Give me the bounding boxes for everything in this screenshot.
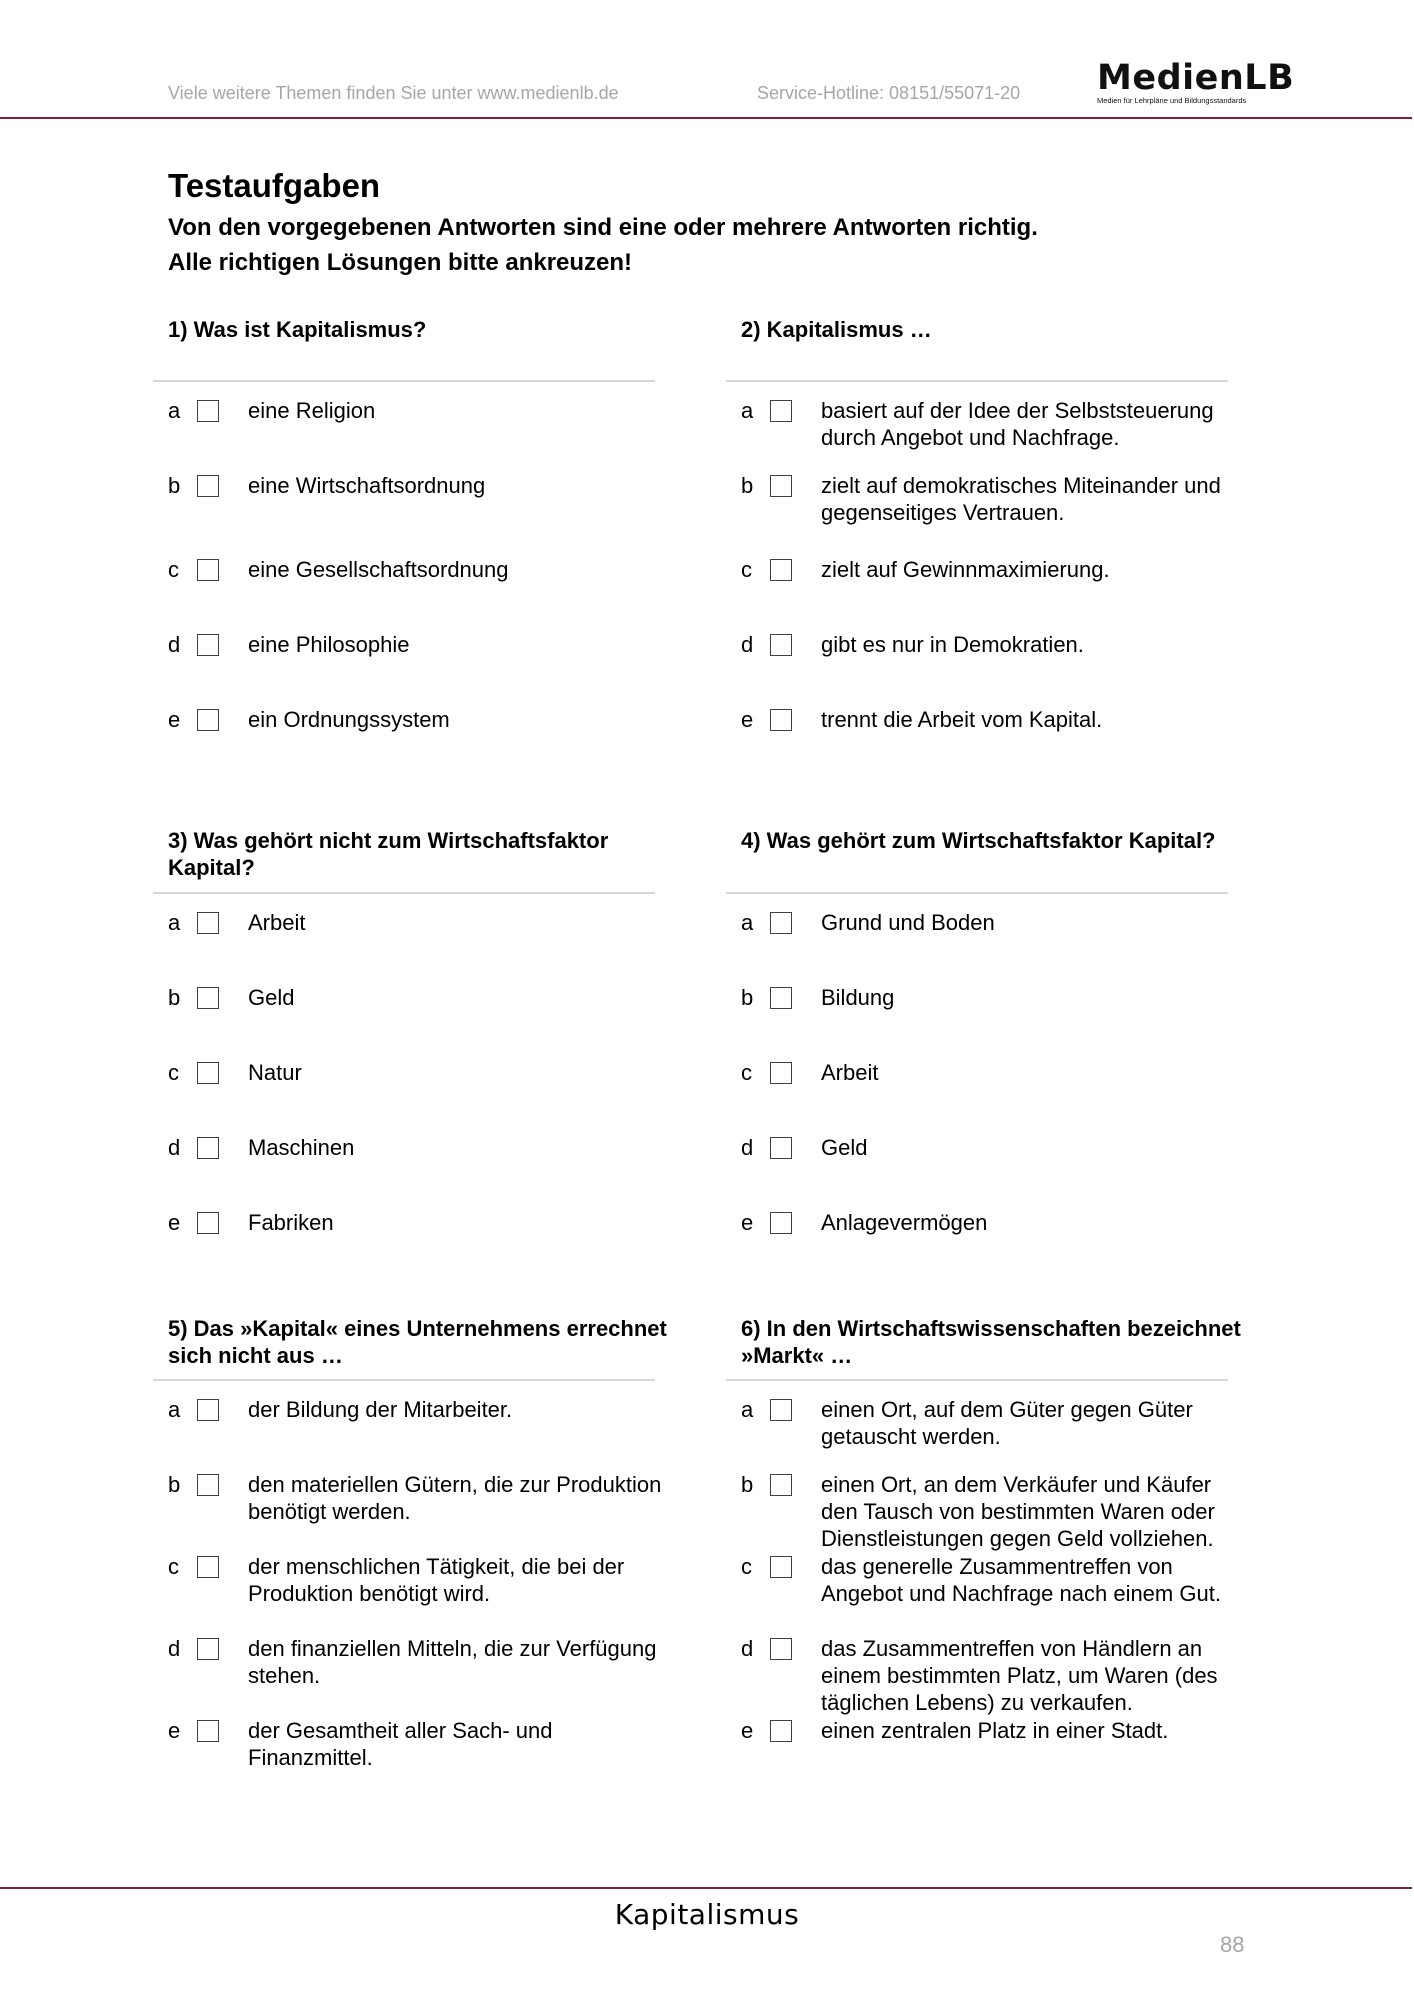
question-divider (726, 380, 1228, 382)
answer-text: einen Ort, auf dem Güter gegen Güter getauscht werden. (821, 1397, 1193, 1449)
answer-letter: e (168, 707, 181, 732)
footer-title: Kapitalismus (614, 1898, 800, 1931)
answer-letter: d (741, 1135, 754, 1160)
answer-text: Bildung (821, 985, 895, 1010)
answer-checkbox[interactable] (770, 1556, 792, 1578)
header-hotline-text: Service-Hotline: 08151/55071-20 (757, 83, 1021, 103)
answer-text: ein Ordnungssystem (248, 707, 450, 732)
question-title: 5) Das »Kapital« eines Unternehmens errechnet sich nicht aus … (168, 1316, 667, 1368)
answer-checkbox[interactable] (197, 1212, 219, 1234)
answer-text: einen zentralen Platz in einer Stadt. (821, 1718, 1169, 1743)
answer-checkbox[interactable] (197, 400, 219, 422)
answer-text: der Bildung der Mitarbeiter. (248, 1397, 513, 1422)
answer-letter: e (741, 707, 754, 732)
answer-text: zielt auf Gewinnmaximierung. (821, 557, 1110, 582)
answer-text: Fabriken (248, 1210, 334, 1235)
question-divider (153, 1379, 655, 1381)
answer-letter: b (741, 985, 754, 1010)
instruction-line-1: Von den vorgegebenen Antworten sind eine oder mehrere Antworten richtig. (168, 214, 1038, 241)
question-title: 1) Was ist Kapitalismus? (168, 317, 427, 342)
answer-checkbox[interactable] (197, 475, 219, 497)
answer-letter: d (741, 632, 754, 657)
answer-checkbox[interactable] (770, 912, 792, 934)
answer-text: zielt auf demokratisches Miteinander und gegenseitiges Vertrauen. (821, 473, 1221, 525)
answer-letter: c (741, 1060, 752, 1085)
answer-checkbox[interactable] (770, 634, 792, 656)
answer-letter: a (741, 910, 754, 935)
answer-letter: c (741, 557, 752, 582)
answer-letter: a (168, 910, 181, 935)
answer-letter: c (168, 1060, 179, 1085)
page-title: Testaufgaben (168, 167, 381, 204)
answer-text: den finanziellen Mitteln, die zur Verfügung stehen. (248, 1636, 657, 1688)
question-title: 4) Was gehört zum Wirtschaftsfaktor Kapital? (741, 828, 1216, 853)
answer-checkbox[interactable] (197, 559, 219, 581)
question-title: 3) Was gehört nicht zum Wirtschaftsfaktor Kapital? (168, 828, 609, 880)
answer-checkbox[interactable] (770, 1474, 792, 1496)
answer-checkbox[interactable] (197, 1638, 219, 1660)
answer-checkbox[interactable] (197, 987, 219, 1009)
answer-checkbox[interactable] (770, 559, 792, 581)
answer-text: den materiellen Gütern, die zur Produktion benötigt werden. (248, 1472, 662, 1524)
answer-checkbox[interactable] (197, 1399, 219, 1421)
answer-text: Geld (821, 1135, 868, 1160)
answer-checkbox[interactable] (770, 1720, 792, 1742)
answer-checkbox[interactable] (197, 709, 219, 731)
answer-text: Maschinen (248, 1135, 355, 1160)
answer-letter: a (168, 1397, 181, 1422)
answer-checkbox[interactable] (197, 634, 219, 656)
answer-text: gibt es nur in Demokratien. (821, 632, 1084, 657)
header-website-text: Viele weitere Themen finden Sie unter www.medienlb.de (168, 83, 619, 103)
answer-letter: b (741, 473, 754, 498)
answer-letter: e (168, 1718, 181, 1743)
answer-letter: e (741, 1718, 754, 1743)
instruction-line-2: Alle richtigen Lösungen bitte ankreuzen! (168, 249, 633, 276)
answer-letter: a (741, 1397, 754, 1422)
question-title: 6) In den Wirtschaftswissenschaften bezeichnet »Markt« … (741, 1316, 1241, 1368)
answer-letter: e (741, 1210, 754, 1235)
answer-checkbox[interactable] (770, 1137, 792, 1159)
question-title: 2) Kapitalismus … (741, 317, 932, 342)
answer-letter: d (168, 1636, 181, 1661)
answer-text: Natur (248, 1060, 302, 1085)
answer-text: trennt die Arbeit vom Kapital. (821, 707, 1103, 732)
answer-text: eine Philosophie (248, 632, 410, 657)
answer-checkbox[interactable] (197, 1062, 219, 1084)
logo-name: MedienLB (1097, 58, 1295, 98)
answer-letter: d (168, 632, 181, 657)
answer-letter: d (741, 1636, 754, 1661)
answer-text: eine Gesellschaftsordnung (248, 557, 509, 582)
footer-divider (0, 1887, 1412, 1889)
answer-checkbox[interactable] (770, 1212, 792, 1234)
logo-tagline: Medien für Lehrpläne und Bildungsstandards (1097, 96, 1247, 105)
answer-letter: d (168, 1135, 181, 1160)
answer-text: eine Religion (248, 398, 376, 423)
answer-letter: b (741, 1472, 754, 1497)
answer-text: basiert auf der Idee der Selbststeuerung durch Angebot und Nachfrage. (821, 398, 1214, 450)
question-divider (153, 380, 655, 382)
answer-text: eine Wirtschaftsordnung (248, 473, 486, 498)
answer-checkbox[interactable] (770, 1638, 792, 1660)
answer-checkbox[interactable] (770, 475, 792, 497)
answer-checkbox[interactable] (770, 987, 792, 1009)
answer-checkbox[interactable] (197, 1137, 219, 1159)
answer-checkbox[interactable] (197, 1474, 219, 1496)
question-divider (153, 892, 655, 894)
answer-checkbox[interactable] (770, 1062, 792, 1084)
answer-checkbox[interactable] (197, 912, 219, 934)
question-divider (726, 892, 1228, 894)
answer-text: Anlagevermögen (821, 1210, 988, 1235)
answer-text: das generelle Zusammentreffen von Angebot und Nachfrage nach einem Gut. (821, 1554, 1221, 1606)
answer-letter: c (168, 557, 179, 582)
answer-checkbox[interactable] (770, 1399, 792, 1421)
answer-letter: b (168, 473, 181, 498)
answer-letter: c (168, 1554, 179, 1579)
question-divider (726, 1379, 1228, 1381)
answer-text: Geld (248, 985, 295, 1010)
answer-letter: c (741, 1554, 752, 1579)
answer-checkbox[interactable] (197, 1556, 219, 1578)
answer-letter: b (168, 985, 181, 1010)
answer-text: Grund und Boden (821, 910, 995, 935)
answer-letter: a (168, 398, 181, 423)
answer-text: der menschlichen Tätigkeit, die bei der Produktion benötigt wird. (248, 1554, 625, 1606)
answer-checkbox[interactable] (770, 400, 792, 422)
answer-text: das Zusammentreffen von Händlern an einem bestimmten Platz, um Waren (des täglichen Lebens) zu verkaufen. (821, 1636, 1218, 1715)
answer-text: einen Ort, an dem Verkäufer und Käufer den Tausch von bestimmten Waren oder Dienstleistungen gegen Geld vollziehen. (821, 1472, 1215, 1551)
answer-letter: a (741, 398, 754, 423)
answer-text: der Gesamtheit aller Sach- und Finanzmittel. (248, 1718, 553, 1770)
answer-text: Arbeit (248, 910, 306, 935)
medienlb-logo (1097, 60, 1297, 105)
answer-checkbox[interactable] (197, 1720, 219, 1742)
answer-checkbox[interactable] (770, 709, 792, 731)
answer-letter: e (168, 1210, 181, 1235)
answer-letter: b (168, 1472, 181, 1497)
answer-text: Arbeit (821, 1060, 879, 1085)
header-divider (0, 117, 1412, 119)
page-number: 88 (1220, 1932, 1245, 1957)
